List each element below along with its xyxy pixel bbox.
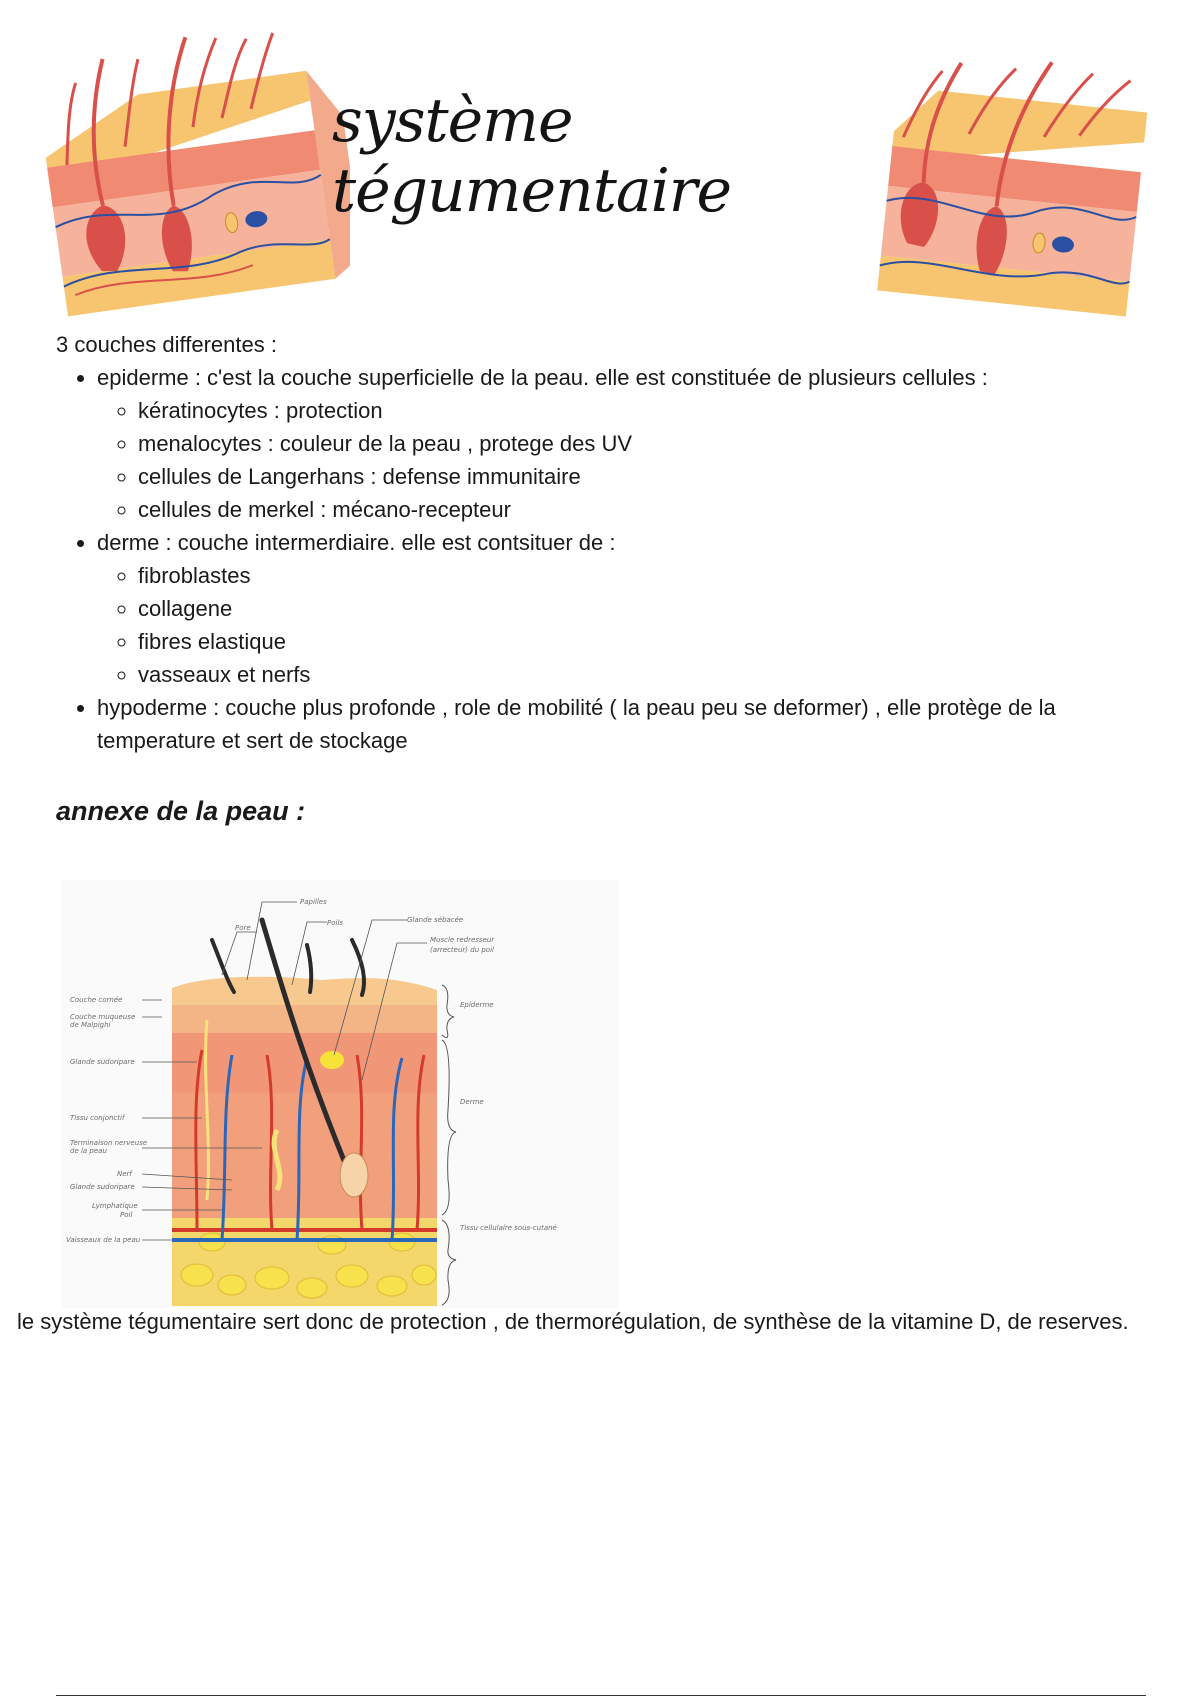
label-muscle: Muscle redresseur bbox=[430, 936, 495, 944]
list-item: ◦ cellules de merkel : mécano-recepteur bbox=[138, 493, 1166, 526]
label-couche-muqueuse: Couche muqueuse bbox=[70, 1013, 136, 1021]
label-derme: Derme bbox=[460, 1098, 484, 1106]
label-glande-sudoripare-2: Glande sudoripare bbox=[70, 1183, 135, 1191]
label-muscle-2: (arrecteur) du poil bbox=[430, 946, 494, 954]
label-epiderme: Epiderme bbox=[460, 1001, 494, 1009]
layer-hypoderme bbox=[97, 691, 1166, 757]
epiderme-cells-list bbox=[97, 394, 1166, 526]
layer-epiderme bbox=[97, 361, 1166, 526]
layer-derme bbox=[97, 526, 1166, 691]
label-tissu-sous-cutane: Tissu cellulaire sous-cutané bbox=[460, 1224, 557, 1232]
label-de-la-peau: de la peau bbox=[70, 1147, 107, 1155]
label-poils: Poils bbox=[327, 919, 344, 927]
layer-hypoderme-text: hypoderme : couche plus profonde , role de mobilité ( la peau peu se deformer) , elle protège de la temperature et sert de stockage bbox=[97, 695, 1056, 753]
page-title: système tégumentaire bbox=[332, 86, 731, 226]
layer-epiderme-text: epiderme : c'est la couche superficielle de la peau. elle est constituée de plusieurs cellules : bbox=[97, 365, 988, 390]
skin-cross-section-diagram bbox=[62, 880, 618, 1308]
label-vaisseaux: Vaisseaux de la peau bbox=[66, 1236, 141, 1244]
list-item: ◦ fibres elastique bbox=[138, 625, 1166, 658]
label-nerf: Nerf bbox=[117, 1170, 132, 1178]
list-item: ◦ kératinocytes : protection bbox=[138, 394, 1166, 427]
label-couche-cornee: Couche cornée bbox=[70, 996, 123, 1004]
list-item: ◦ collagene bbox=[138, 592, 1166, 625]
layer-derme-text: derme : couche intermerdiaire. elle est contsituer de : bbox=[97, 530, 616, 555]
label-pore: Pore bbox=[235, 924, 251, 932]
footer-divider bbox=[56, 1695, 1146, 1696]
derme-components-list bbox=[97, 559, 1166, 691]
label-lymphatique: Lymphatique bbox=[92, 1202, 138, 1210]
label-terminaison: Terminaison nerveuse bbox=[70, 1139, 148, 1147]
layers-section bbox=[56, 328, 1166, 757]
list-item: ◦ cellules de Langerhans : defense immunitaire bbox=[138, 460, 1166, 493]
skin-illustration-left bbox=[30, 28, 350, 318]
annex-title: annexe de la peau : bbox=[56, 796, 306, 826]
label-papilles: Papilles bbox=[300, 898, 327, 906]
skin-illustration-right bbox=[868, 44, 1158, 329]
list-item: ◦ fibroblastes bbox=[138, 559, 1166, 592]
label-tissu-conjonctif: Tissu conjonctif bbox=[70, 1114, 125, 1122]
list-item: ◦ vasseaux et nerfs bbox=[138, 658, 1166, 691]
intro-text: 3 couches differentes : bbox=[56, 332, 277, 357]
label-glande-sudoripare: Glande sudoripare bbox=[70, 1058, 135, 1066]
conclusion-text: le système tégumentaire sert donc de protection , de thermorégulation, de synthèse de la vitamine D, de reserves. bbox=[17, 1309, 1129, 1334]
label-glande-sebacee: Glande sébacée bbox=[407, 916, 464, 924]
layers-list bbox=[56, 361, 1166, 757]
label-poil: Poil bbox=[120, 1211, 133, 1219]
list-item: ◦ menalocytes : couleur de la peau , protege des UV bbox=[138, 427, 1166, 460]
label-malpighi: de Malpighi bbox=[70, 1021, 111, 1029]
